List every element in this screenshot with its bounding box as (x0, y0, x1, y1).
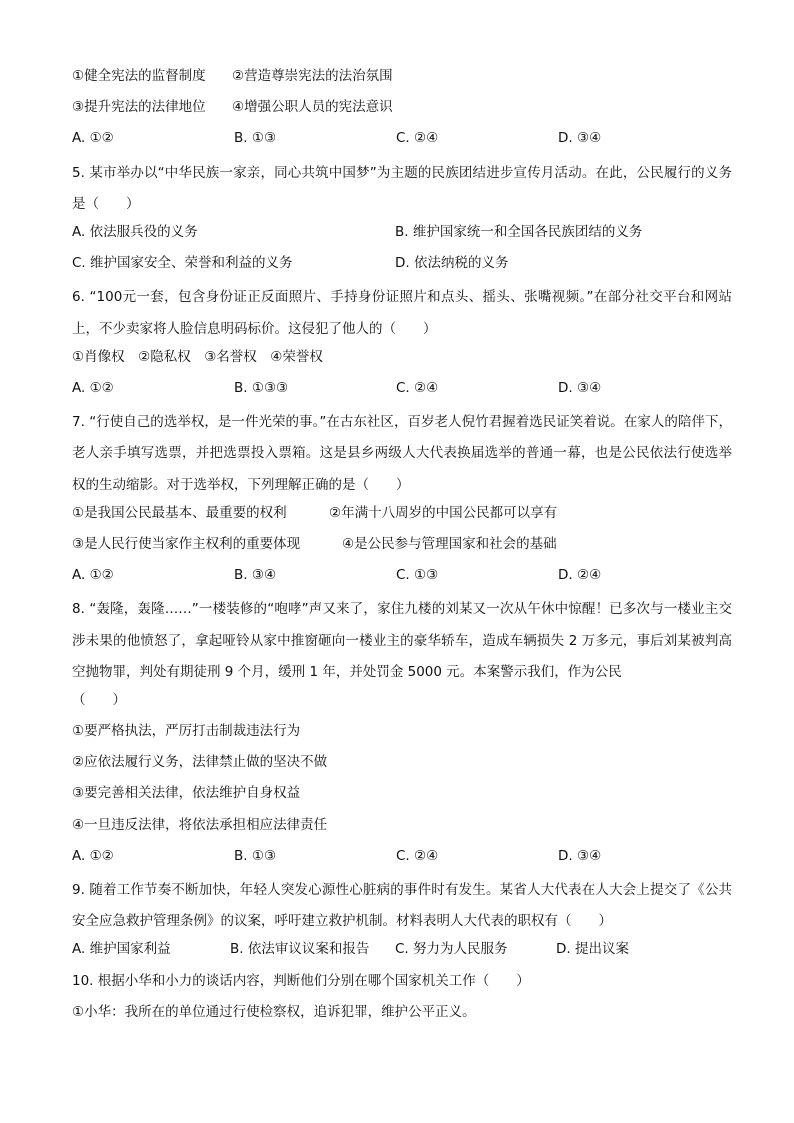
q7-option-d: D. ②④ (558, 567, 602, 584)
q8-option-b: B. ①③ (234, 847, 277, 864)
q9-option-c: C. 努力为人民服务 (395, 941, 508, 958)
q4-statements-row-1 (72, 64, 732, 95)
q4-option-b: B. ①③ (234, 130, 277, 147)
q7-option-a: A. ①② (72, 567, 114, 584)
q4-statement-1: ①健全宪法的监督制度 (72, 68, 206, 84)
q7-statement-2: ②年满十八周岁的中国公民都可以享有 (329, 504, 558, 521)
q4-option-a: A. ①② (72, 130, 114, 147)
q6-option-c: C. ②④ (396, 379, 439, 396)
q8-statement-2: ②应依法履行义务，法律禁止做的坚决不做 (72, 754, 328, 771)
q10-stem: 10. 根据小华和小力的谈话内容，判断他们分别在哪个国家机关工作（ ） (72, 972, 530, 989)
q8-option-a: A. ①② (72, 847, 114, 864)
q4-statement-4: ④增强公职人员的宪法意识 (232, 99, 393, 116)
q9-options (72, 937, 732, 968)
q5-option-a: A. 依法服兵役的义务 (72, 223, 198, 240)
q6-statements: ①肖像权 ②隐私权 ③名誉权 ④荣誉权 (72, 348, 323, 365)
q7-statement-4: ④是公民参与管理国家和社会的基础 (342, 535, 557, 552)
q8-stem: 8. “轰隆，轰隆……”一楼装修的“咆哮”声又来了，家住九楼的刘某又一次从午休中惊醒！已多次与一楼业主交涉未果的他愤怒了，拿起哑铃从家中推窗砸向一楼业主的豪华轿车，造成车辆损失 2 万多元，事后刘某被判高空抛物罪，判处有期徒刑 9 个月，缓刑 1 年，并处罚金 5000 元。本案警示我们，作为公民 (72, 601, 732, 680)
q6-option-a: A. ①② (72, 379, 114, 396)
q6-options (72, 376, 732, 407)
q4-option-d: D. ③④ (558, 130, 602, 147)
q5-stem: 5. 某市举办以“中华民族一家亲，同心共筑中国梦”为主题的民族团结进步宣传月活动。在此，公民履行的义务是（ ） (72, 164, 732, 212)
q5-options-row-2 (72, 251, 732, 282)
q5-option-b: B. 维护国家统一和全国各民族团结的义务 (395, 223, 643, 240)
q7-statements-row-2 (72, 532, 732, 563)
q7-statement-1: ①是我国公民最基本、最重要的权利 (72, 504, 287, 521)
q4-statement-3: ③提升宪法的法律地位 (72, 99, 206, 116)
q8-statement-3: ③要完善相关法律，依法维护自身权益 (72, 785, 301, 802)
q8-statement-1: ①要严格执法，严厉打击制裁违法行为 (72, 723, 301, 740)
q7-statement-3: ③是人民行使当家作主权利的重要体现 (72, 535, 301, 552)
q5-option-c: C. 维护国家安全、荣誉和利益的义务 (72, 255, 293, 272)
q8-answer-paren: （ ） (72, 691, 126, 708)
q7-options (72, 563, 732, 594)
q4-options (72, 126, 732, 157)
q9-option-a: A. 维护国家利益 (72, 941, 171, 958)
q4-statement-2: ②营造尊崇宪法的法治氛围 (232, 68, 393, 84)
q4-statements-row-2 (72, 95, 732, 126)
q9-option-d: D. 提出议案 (556, 941, 629, 958)
q9-option-b: B. 依法审议议案和报告 (230, 941, 370, 958)
q7-stem: 7. “行使自己的选举权，是一件光荣的事。”在古东社区，百岁老人倪竹君握着选民证笑着说。在家人的陪伴下，老人亲手填写选票，并把选票投入票箱。这是县乡两级人大代表换届选举的普通一幕，也是公民依法行使选举权的生动缩影。对于选举权，下列理解正确的是（ ） (72, 414, 732, 493)
q6-option-b: B. ①③③ (234, 379, 289, 396)
q8-option-d: D. ③④ (558, 847, 602, 864)
q8-options (72, 844, 732, 875)
q4-option-c: C. ②④ (396, 130, 439, 147)
q7-statements-row-1 (72, 501, 732, 532)
exam-page (72, 64, 732, 1031)
q5-options-row-1 (72, 220, 732, 251)
q8-statement-4: ④一旦违反法律，将依法承担相应法律责任 (72, 816, 328, 833)
q5-option-d: D. 依法纳税的义务 (395, 255, 509, 272)
q8-option-c: C. ②④ (396, 847, 439, 864)
q6-stem: 6. “100元一套，包含身份证正反面照片、手持身份证照片和点头、摇头、张嘴视频。”在部分社交平台和网站上，不少卖家将人脸信息明码标价。这侵犯了他人的（ ） (72, 289, 732, 337)
q10-statement-1: ①小华：我所在的单位通过行使检察权，追诉犯罪，维护公平正义。 (72, 1003, 476, 1020)
q7-option-b: B. ③④ (234, 567, 277, 584)
q6-option-d: D. ③④ (558, 379, 602, 396)
q7-option-c: C. ①③ (396, 567, 439, 584)
q9-stem: 9. 随着工作节奏不断加快，年轻人突发心源性心脏病的事件时有发生。某省人大代表在人大会上提交了《公共安全应急救护管理条例》的议案，呼吁建立救护机制。材料表明人大代表的职权有（ ） (72, 882, 732, 930)
